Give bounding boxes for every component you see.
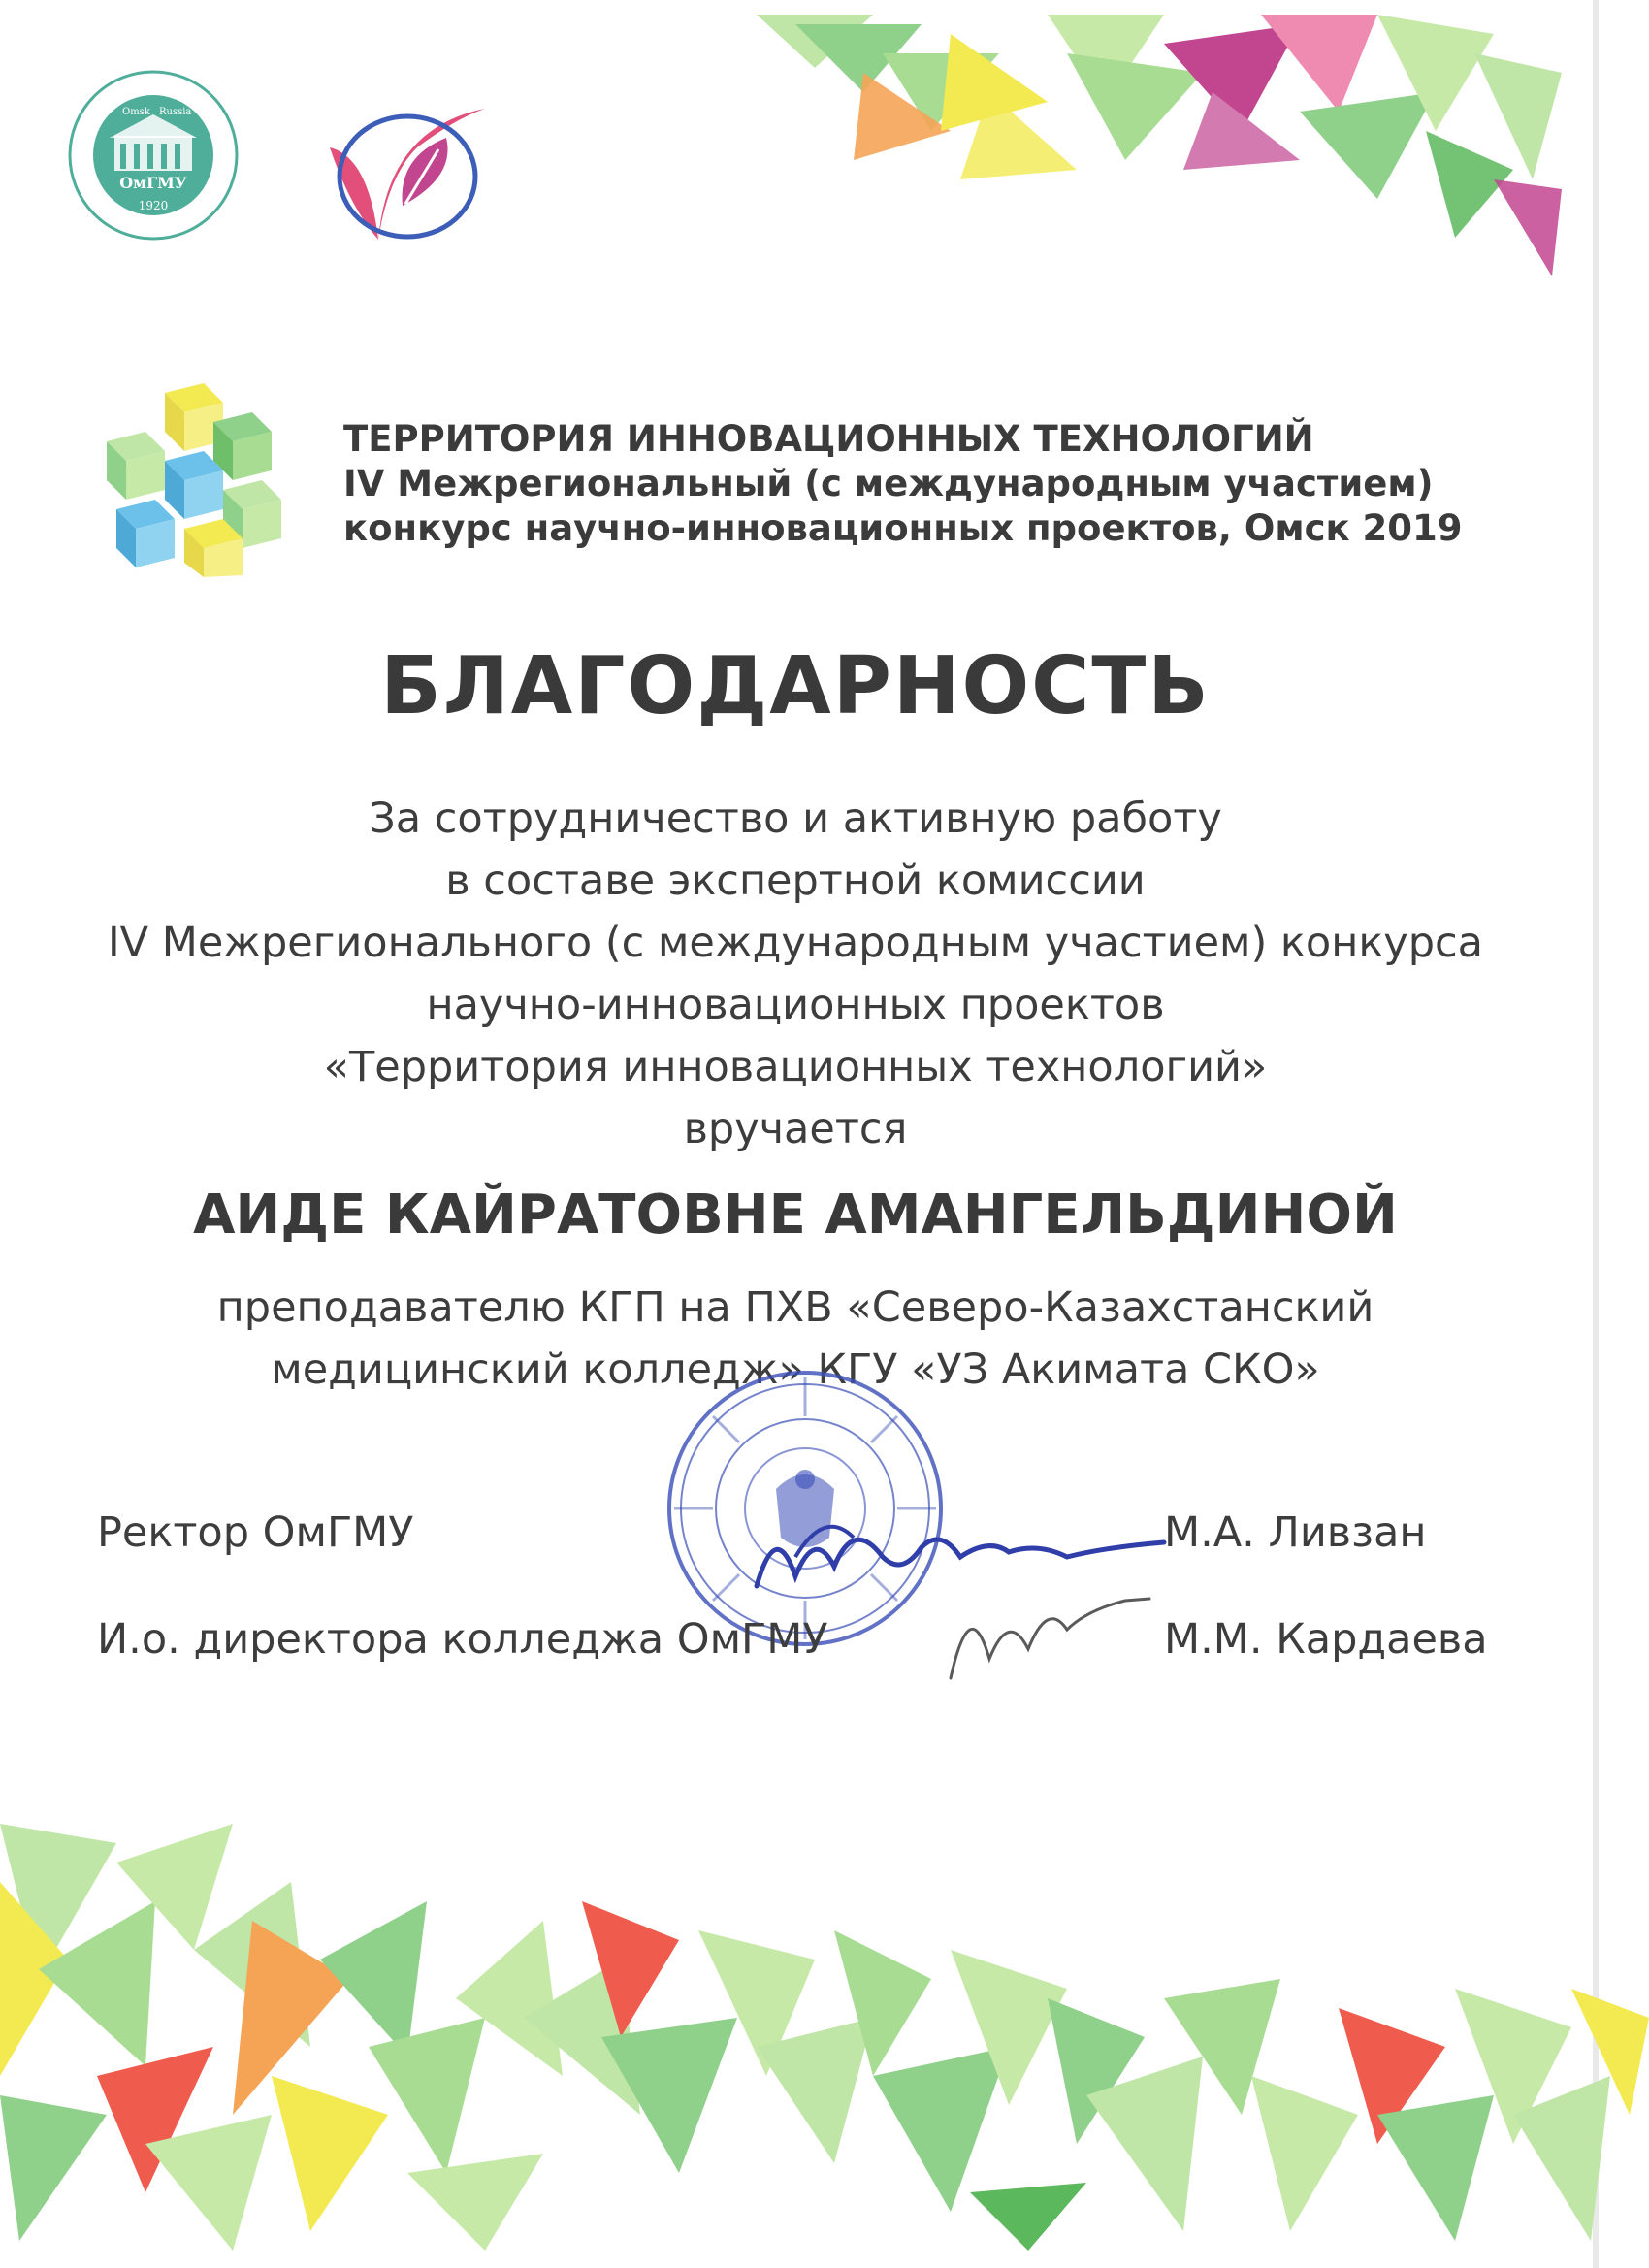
body-line-4: научно-инновационных проектов: [426, 981, 1165, 1029]
volunteer-leaf-logo: [310, 70, 495, 254]
director-title: И.о. директора колледжа ОмГМУ: [97, 1615, 828, 1664]
omgmu-logo-text: ОмГМУ: [119, 174, 187, 192]
rector-title: Ректор ОмГМУ: [97, 1508, 414, 1557]
header-line-1: ТЕРРИТОРИЯ ИННОВАЦИОННЫХ ТЕХНОЛОГИЙ: [343, 418, 1314, 460]
body-line-3: IV Межрегионального (с международным участием) конкурса: [107, 919, 1484, 967]
header-line-3: конкурс научно-инновационных проектов, Омск 2019: [343, 507, 1463, 549]
bottom-triangles-decoration: [0, 1824, 1649, 2251]
director-name: М.М. Кардаева: [1164, 1615, 1488, 1664]
position-line-1: преподавателю КГП на ПХВ «Северо-Казахстанский: [216, 1283, 1374, 1332]
body-line-5: «Территория инновационных технологий»: [323, 1043, 1268, 1091]
top-triangles-decoration: [757, 15, 1562, 276]
rector-name: М.А. Ливзан: [1164, 1508, 1427, 1557]
gratitude-text: [0, 788, 1591, 1160]
position-line-2: медицинский колледж» КГУ «УЗ Акимата СКО»: [271, 1345, 1320, 1394]
body-line-6: вручается: [683, 1105, 908, 1153]
header-line-2: IV Межрегиональный (с международным участием): [343, 463, 1434, 504]
omgmu-city: Omsk: [122, 107, 150, 117]
omgmu-logo-year: 1920: [138, 199, 169, 212]
body-line-2: в составе экспертной комиссии: [445, 857, 1146, 905]
omgmu-country: Russia: [159, 107, 192, 117]
director-signature: [931, 1571, 1154, 1688]
recipient-name: АИДЕ КАЙРАТОВНЕ АМАНГЕЛЬДИНОЙ: [193, 1183, 1398, 1247]
omgmu-seal-logo: [66, 68, 241, 243]
contest-header: [343, 417, 1575, 551]
body-line-1: За сотрудничество и активную работу: [369, 794, 1222, 843]
cubes-logo: [107, 383, 301, 577]
document-title: БЛАГОДАРНОСТЬ: [380, 640, 1211, 732]
